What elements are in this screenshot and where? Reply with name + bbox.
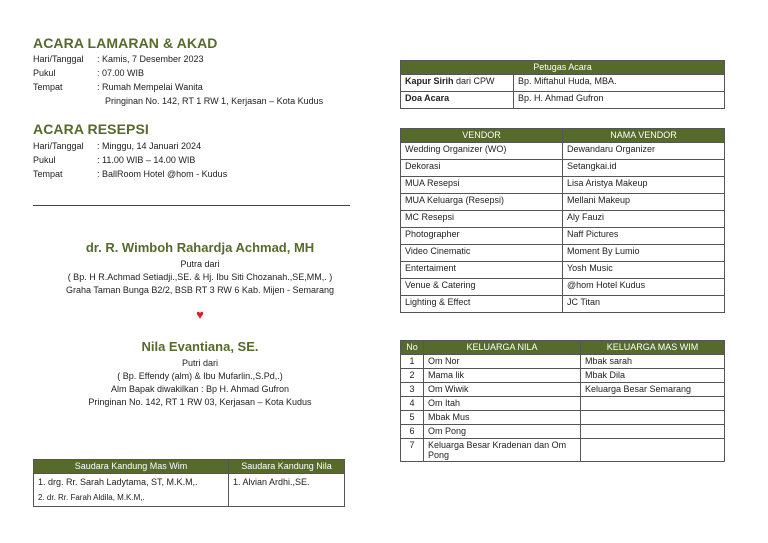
lamaran-row-date: Hari/Tanggal : Kamis, 7 Desember 2023 <box>33 54 204 64</box>
bride-relation: Putri dari <box>181 358 218 368</box>
vendor-name-cell: Mellani Makeup <box>563 194 725 211</box>
saudara-wim-item: 2. dr. Rr. Farah Aldila, M.K.M,. <box>38 493 145 502</box>
petugas-role: Doa Acara <box>401 92 514 109</box>
keluarga-nila-cell: Mama lik <box>424 369 581 383</box>
bride-represent: Alm Bapak diwakilkan : Bp H. Ahmad Gufron <box>110 384 290 394</box>
groom-relation: Putra dari <box>180 259 220 269</box>
lamaran-title: ACARA LAMARAN & AKAD <box>33 35 218 51</box>
table-row <box>401 160 725 177</box>
keluarga-no-cell: 2 <box>401 369 424 383</box>
saudara-nila-item: 1. Alvian Ardhi.,SE. <box>233 477 310 487</box>
groom-block <box>30 240 370 297</box>
table-row <box>401 279 725 296</box>
table-row <box>401 194 725 211</box>
resepsi-row-time: Pukul : 11.00 WIB – 14.00 WIB <box>33 155 196 165</box>
vendor-body <box>401 143 725 313</box>
table-row <box>401 397 725 411</box>
table-row <box>401 425 725 439</box>
keluarga-wim-cell <box>581 397 725 411</box>
keluarga-nila-cell: Om Itah <box>424 397 581 411</box>
lamaran-info <box>33 52 363 108</box>
table-row <box>401 411 725 425</box>
table-row <box>401 383 725 397</box>
vendor-table <box>400 128 725 313</box>
saudara-wim-item: 1. drg. Rr. Sarah Ladytama, ST, M.K.M,. <box>38 477 198 487</box>
vendor-cell: MC Resepsi <box>401 211 563 228</box>
keluarga-no-header: No <box>401 341 424 355</box>
bride-address: Pringinan No. 142, RT 1 RW 03, Kerjasan – Kota Kudus <box>88 397 312 407</box>
saudara-nila-cell <box>229 474 345 507</box>
vendor-name-cell: JC Titan <box>563 296 725 313</box>
vendor-name-cell: Lisa Aristya Makeup <box>563 177 725 194</box>
vendor-cell: Entertaiment <box>401 262 563 279</box>
petugas-name: Bp. H. Ahmad Gufron <box>514 92 725 109</box>
saudara-wim-cell <box>34 474 229 507</box>
table-row <box>401 262 725 279</box>
keluarga-wim-header: KELUARGA MAS WIM <box>581 341 725 355</box>
keluarga-no-cell: 3 <box>401 383 424 397</box>
keluarga-wim-cell: Mbak sarah <box>581 355 725 369</box>
vendor-name-cell: Yosh Music <box>563 262 725 279</box>
petugas-name: Bp. Miftahul Huda, MBA. <box>514 75 725 92</box>
table-row <box>401 211 725 228</box>
vendor-cell: Venue & Catering <box>401 279 563 296</box>
groom-address: Graha Taman Bunga B2/2, BSB RT 3 RW 6 Kab. Mijen - Semarang <box>66 285 334 295</box>
saudara-header-wim: Saudara Kandung Mas Wim <box>34 460 229 474</box>
petugas-table <box>400 60 725 109</box>
bride-block <box>30 339 370 409</box>
lamaran-row-place: Tempat : Rumah Mempelai Wanita <box>33 82 203 92</box>
groom-parents: ( Bp. H R.Achmad Setiadji.,SE. & Hj. Ibu Siti Chozanah.,SE,MM,. ) <box>67 272 333 282</box>
keluarga-no-cell: 7 <box>401 439 424 462</box>
resepsi-row-date: Hari/Tanggal : Minggu, 14 Januari 2024 <box>33 141 202 151</box>
table-row <box>401 439 725 462</box>
resepsi-row-place: Tempat : BallRoom Hotel @hom - Kudus <box>33 169 228 179</box>
vendor-name-cell: Dewandaru Organizer <box>563 143 725 160</box>
keluarga-no-cell: 4 <box>401 397 424 411</box>
lamaran-row-time: Pukul : 07.00 WIB <box>33 68 145 78</box>
vendor-cell: Dekorasi <box>401 160 563 177</box>
keluarga-nila-cell: Om Wiwik <box>424 383 581 397</box>
keluarga-wim-cell: Keluarga Besar Semarang <box>581 383 725 397</box>
keluarga-nila-cell: Om Nor <box>424 355 581 369</box>
vendor-name-cell: Aly Fauzi <box>563 211 725 228</box>
petugas-role: Kapur Sirih dari CPW <box>401 75 514 92</box>
vendor-name-cell: Moment By Lumio <box>563 245 725 262</box>
keluarga-nila-cell: Om Pong <box>424 425 581 439</box>
petugas-header: Petugas Acara <box>401 61 725 75</box>
vendor-cell: Wedding Organizer (WO) <box>401 143 563 160</box>
vendor-name-cell: Naff Pictures <box>563 228 725 245</box>
resepsi-title: ACARA RESEPSI <box>33 121 149 137</box>
keluarga-wim-cell: Mbak Dila <box>581 369 725 383</box>
vendor-cell: MUA Resepsi <box>401 177 563 194</box>
resepsi-info <box>33 139 363 181</box>
divider <box>33 205 350 206</box>
keluarga-nila-cell: Mbak Mus <box>424 411 581 425</box>
keluarga-table <box>400 340 725 462</box>
vendor-cell: Lighting & Effect <box>401 296 563 313</box>
keluarga-body <box>401 355 725 462</box>
table-row <box>401 92 725 109</box>
vendor-name-header: NAMA VENDOR <box>563 129 725 143</box>
vendor-cell: Photographer <box>401 228 563 245</box>
saudara-table <box>33 459 345 507</box>
groom-name: dr. R. Wimboh Rahardja Achmad, MH <box>85 240 315 255</box>
keluarga-wim-cell <box>581 439 725 462</box>
vendor-cell: Video Cinematic <box>401 245 563 262</box>
keluarga-no-cell: 5 <box>401 411 424 425</box>
bride-parents: ( Bp. Effendy (alm) & Ibu Mufarlin.,S.Pd,.) <box>117 371 283 381</box>
keluarga-nila-header: KELUARGA NILA <box>424 341 581 355</box>
lamaran-address: Pringinan No. 142, RT 1 RW 1, Kerjasan – Kota Kudus <box>105 96 324 106</box>
keluarga-wim-cell <box>581 411 725 425</box>
table-row <box>401 75 725 92</box>
keluarga-wim-cell <box>581 425 725 439</box>
heart-icon: ♥ <box>196 307 204 322</box>
table-row <box>401 245 725 262</box>
keluarga-no-cell: 1 <box>401 355 424 369</box>
keluarga-no-cell: 6 <box>401 425 424 439</box>
vendor-name-cell: Setangkai.id <box>563 160 725 177</box>
table-row <box>401 177 725 194</box>
vendor-header: VENDOR <box>401 129 563 143</box>
keluarga-nila-cell: Keluarga Besar Kradenan dan Om Pong <box>424 439 581 462</box>
vendor-cell: MUA Keluarga (Resepsi) <box>401 194 563 211</box>
bride-name: Nila Evantiana, SE. <box>141 339 259 354</box>
table-row <box>401 369 725 383</box>
table-row <box>401 143 725 160</box>
vendor-name-cell: @hom Hotel Kudus <box>563 279 725 296</box>
table-row <box>401 355 725 369</box>
table-row <box>401 228 725 245</box>
saudara-header-nila: Saudara Kandung Nila <box>229 460 345 474</box>
table-row <box>401 296 725 313</box>
